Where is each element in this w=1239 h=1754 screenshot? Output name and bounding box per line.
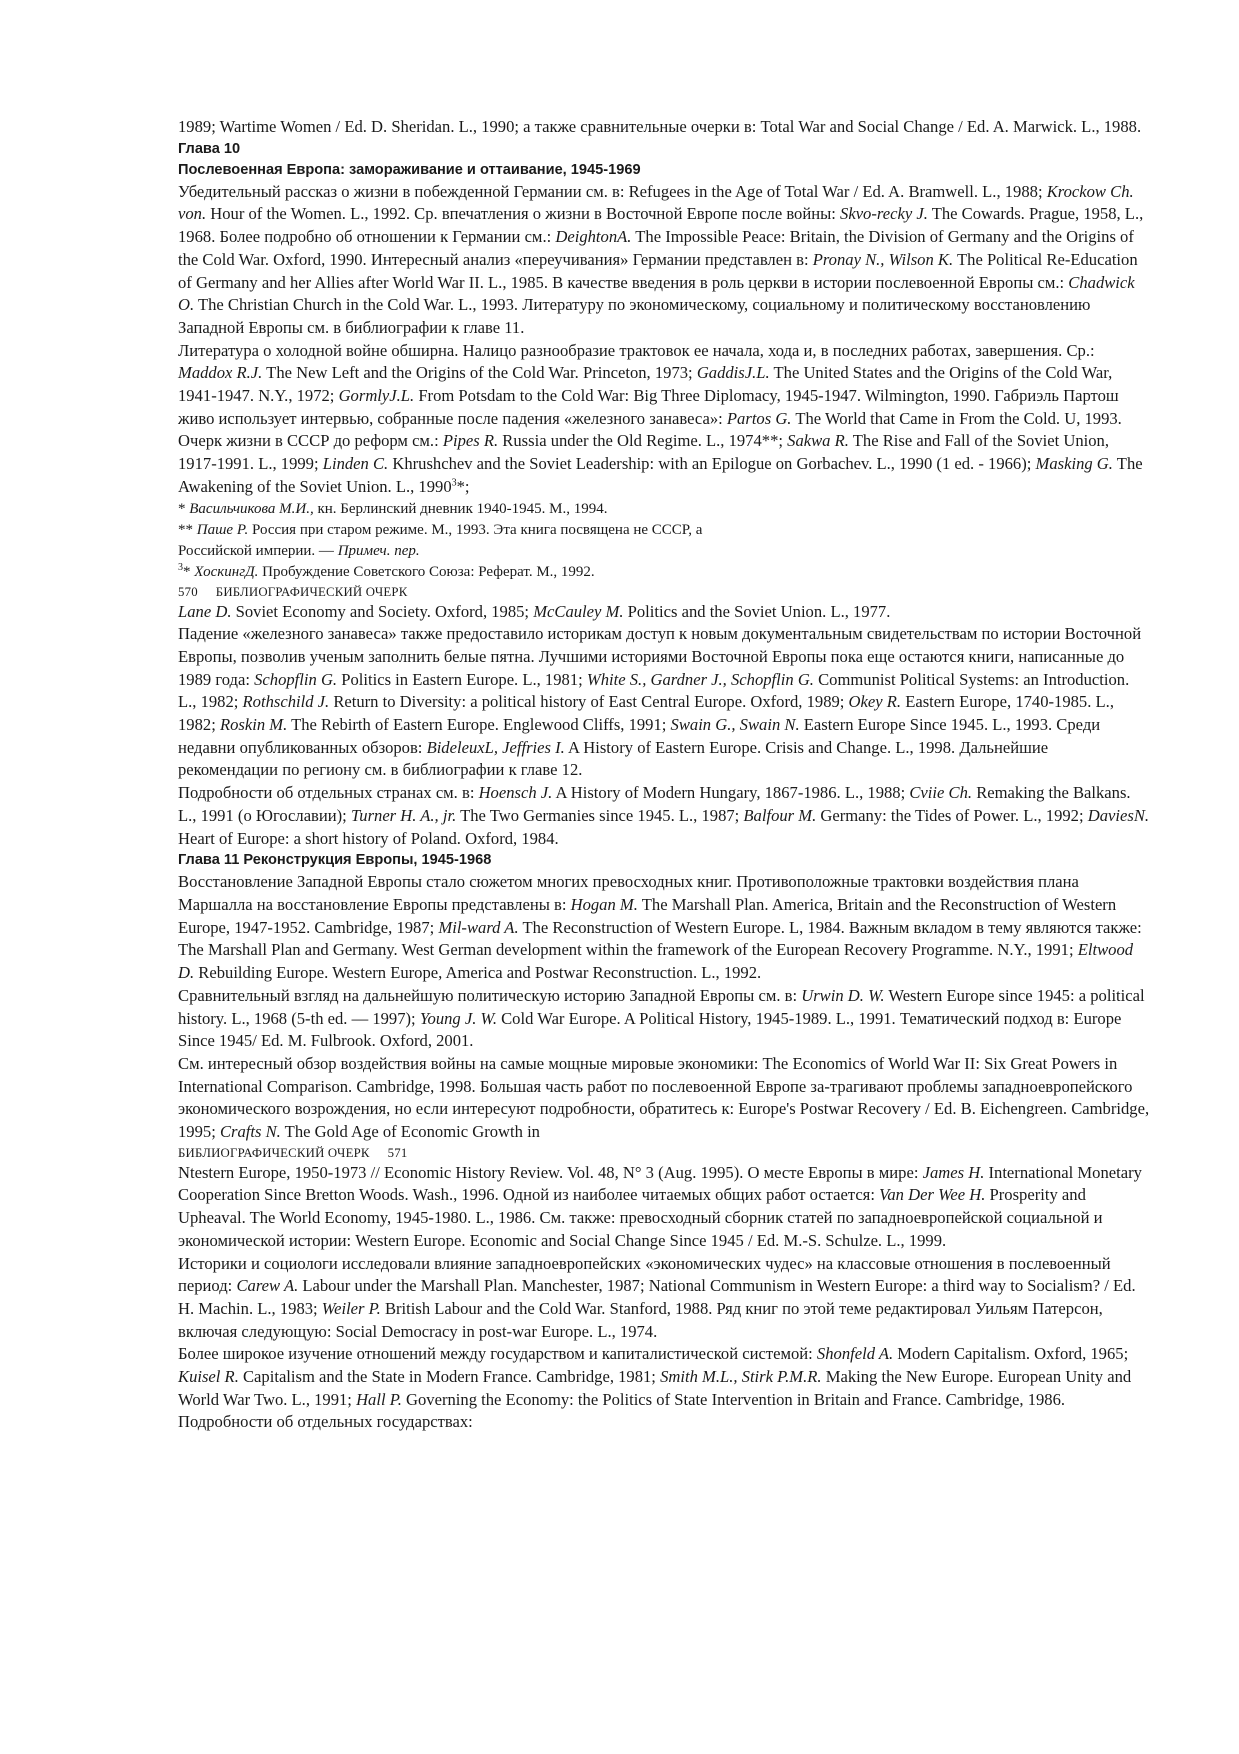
- text-run: *;: [456, 476, 470, 496]
- text-run: The Two Germanies since 1945. L., 1987;: [456, 805, 744, 825]
- paragraph: [178, 1253, 1150, 1344]
- paragraph: [178, 782, 1150, 850]
- author-name: Hoensch J.: [478, 783, 553, 803]
- author-name: Carew A.: [236, 1276, 299, 1296]
- paragraph: [178, 871, 1150, 985]
- text-run: The Rise and Fall of the Soviet Union, 1917-1991. L., 1999;: [178, 431, 1110, 474]
- text-run: The Rebirth of Eastern Europe. Englewood Cliffs, 1991;: [287, 715, 671, 735]
- author-name: McCauley M.: [533, 601, 624, 621]
- text-run: Politics in Eastern Europe. L., 1981;: [337, 669, 587, 689]
- author-name: Shonfeld A.: [816, 1344, 894, 1364]
- superscript: 3: [178, 561, 183, 573]
- paragraph: [178, 1053, 1150, 1144]
- author-name: Cviie Ch.: [909, 783, 973, 803]
- author-name: GormlyJ.L.: [338, 386, 415, 406]
- text-run: Россия при старом режиме. М., 1993. Эта книга посвящена не СССР, а: [248, 521, 703, 538]
- running-header-label: БИБЛИОГРАФИЧЕСКИЙ ОЧЕРК: [215, 584, 408, 599]
- text-run: См. интересный обзор воздействия войны на самые мощные мировые экономики: The Economics of World War II: Six Great Powers in International Comparison. Cambridge, 1998. Большая часть работ по послевоенной Европе за-трагивают проблемы западноевропейского экономического возрождения, но если интересуют подробности, обратитесь к: Europe's Postwar Recovery / Ed. B. Eichengreen. Cambridge, 1995;: [178, 1053, 1150, 1142]
- running-header-label: БИБЛИОГРАФИЧЕСКИЙ ОЧЕРК: [178, 1145, 370, 1160]
- author-name: DaviesN.: [1087, 805, 1150, 825]
- text-run: Более широкое изучение отношений между государством и капиталистической системой:: [178, 1344, 817, 1364]
- text-run: Пробуждение Советского Союза: Реферат. М., 1992.: [258, 563, 595, 580]
- text-run: Remaking the Balkans. L., 1991 (о Югославии);: [178, 783, 1131, 825]
- paragraph: [178, 1162, 1150, 1253]
- paragraph: [178, 601, 1150, 624]
- author-name: Eltwood D.: [178, 940, 1134, 983]
- text-run: Return to Diversity: a political history of East Central Europe. Oxford, 1989;: [329, 692, 849, 712]
- text-run: Cold War Europe. A Political History, 1945-1989. L., 1991. Тематический подход в: Europe Since 1945/ Ed. M. Fulbrook. Oxford, 2001.: [178, 1008, 1122, 1051]
- text-run: Making the New Europe. European Unity and World War Two. L., 1991;: [178, 1367, 1132, 1409]
- author-name: Schopflin G.: [254, 669, 338, 689]
- author-name: Crafts N.: [219, 1122, 281, 1142]
- text-run: Сравнительный взгляд на дальнейшую политическую историю Западной Европы см. в:: [178, 985, 802, 1005]
- text-run: A History of Eastern Europe. Crisis and Change. L., 1998. Дальнейшие рекомендации по региону см. в библиографии к главе 12.: [178, 737, 1049, 780]
- section-heading: [178, 850, 1150, 871]
- text-run: Communist Political Systems: an Introduction. L., 1982;: [178, 669, 1130, 712]
- text-run: The Gold Age of Economic Growth in: [280, 1122, 540, 1142]
- text-run: Germany: the Tides of Power. L., 1992;: [816, 805, 1088, 825]
- author-name: Kuisel R.: [178, 1367, 239, 1387]
- text-run: Russia under the Old Regime. L., 1974**;: [498, 431, 788, 451]
- footnote: [178, 562, 1150, 583]
- text-run: Российской империи. —: [178, 542, 338, 559]
- text-run: Khrushchev and the Soviet Leadership: with an Epilogue on Gorbachev. L., 1990 (1 ed. - 1966);: [388, 454, 1036, 474]
- author-name: Примеч. пер.: [337, 542, 420, 559]
- text-run: *: [178, 500, 190, 517]
- author-name: Smith M.L., Stirk P.M.R.: [660, 1367, 822, 1387]
- text-run: International Monetary Cooperation Since Bretton Woods. Wash., 1996. Одной из наиболее читаемых общих работ остается:: [178, 1162, 1142, 1205]
- author-name: Lane D.: [178, 601, 232, 621]
- author-name: Chadwick O.: [178, 272, 1135, 315]
- text-run: Падение «железного занавеса» также предоставило историкам доступ к новым документальным свидетельствам по истории Восточной Европы, позволив ученым заполнить белые пятна. Лучшими историями Восточной Европы пока еще остаются книги, написанные до 1989 года:: [178, 624, 1142, 689]
- text-run: Историки и социологи исследовали влияние западноевропейских «экономических чудес» на классовые отношения в послевоенный период:: [178, 1253, 1111, 1296]
- text-run: Подробности об отдельных странах см. в:: [178, 783, 479, 803]
- text-run: **: [178, 521, 197, 538]
- author-name: Okey R.: [848, 692, 902, 712]
- author-name: ХоскингД.: [194, 563, 259, 580]
- author-name: Weiler P.: [321, 1298, 381, 1318]
- text-run: The Reconstruction of Western Europe. L, 1984. Важным вкладом в тему являются также: The Marshall Plan and Germany. West German development within the framework of the European Recovery Programme. N.Y., 1991;: [178, 917, 1142, 960]
- text-run: Очерк жизни в СССР до реформ см.:: [178, 431, 443, 451]
- running-header: [178, 1144, 1150, 1162]
- section-heading: [178, 139, 1150, 160]
- author-name: Maddox R.J.: [178, 363, 263, 383]
- text-run: The New Left and the Origins of the Cold War. Princeton, 1973;: [262, 363, 697, 383]
- author-name: Sakwa R.: [787, 431, 849, 451]
- text-run: кн. Берлинский дневник 1940-1945. М., 1994.: [313, 500, 608, 517]
- footnote: [178, 541, 1150, 562]
- footnote: [178, 520, 1150, 541]
- text-run: Prosperity and Upheaval. The World Economy, 1945-1980. L., 1986. См. также: превосходный сборник статей по западноевропейской социальной и экономической истории: Western Europe. Economic and Social Change Since 1945 / Ed. M.-S. Schulze. L., 1999.: [178, 1185, 1103, 1250]
- text-run: The Awakening of the Soviet Union. L., 1990: [178, 454, 1143, 496]
- running-header: [178, 583, 1150, 601]
- page-number: 570: [178, 584, 198, 599]
- text-run: Heart of Europe: a short history of Poland. Oxford, 1984.: [178, 828, 559, 848]
- text-run: Soviet Economy and Society. Oxford, 1985;: [231, 601, 534, 621]
- footnote: [178, 499, 1150, 520]
- paragraph: [178, 116, 1150, 139]
- author-name: Васильчикова М.И.,: [189, 500, 314, 517]
- text-run: A History of Modern Hungary, 1867-1986. L., 1988;: [552, 783, 910, 803]
- author-name: Van Der Wee H.: [879, 1185, 986, 1205]
- text-run: The United States and the Origins of the Cold War, 1941-1947. N.Y., 1972;: [178, 363, 1113, 406]
- author-name: Rothschild J.: [242, 692, 330, 712]
- author-name: DeightonA.: [555, 227, 632, 247]
- author-name: Urwin D. W.: [801, 985, 885, 1005]
- paragraph: [178, 1343, 1150, 1434]
- author-name: Masking G.: [1035, 454, 1113, 474]
- text-run: The Christian Church in the Cold War. L., 1993. Литературу по экономическому, социальному и политическому восстановлению Западной Европы см. в библиографии к главе 11.: [178, 295, 1091, 337]
- author-name: GaddisJ.L.: [696, 363, 770, 383]
- paragraph: [178, 340, 1150, 431]
- author-name: Balfour M.: [743, 805, 817, 825]
- text-run: The Marshall Plan. America, Britain and the Reconstruction of Western Europe, 1947-1952. Cambridge, 1987;: [178, 894, 1117, 937]
- text-run: Послевоенная Европа: замораживание и оттаивание, 1945-1969: [178, 161, 641, 178]
- author-name: Skvo-recky J.: [840, 204, 928, 224]
- paragraph: [178, 623, 1150, 782]
- text-run: 1989; Wartime Women / Ed. D. Sheridan. L., 1990; а также сравнительные очерки в: Total War and Social Change / Ed. A. Marwick. L., 1988.: [178, 117, 1142, 136]
- text-run: The World that Came in From the Cold. U, 1993.: [791, 408, 1122, 428]
- author-name: Turner H. A., jr.: [350, 805, 457, 825]
- text-run: Hour of the Women. L., 1992. Ср. впечатления о жизни в Восточной Европе после войны:: [206, 204, 841, 224]
- text-run: Литература о холодной войне обширна. Налицо разнообразие трактовок ее начала, хода и, в последних работах, завершения. Ср.:: [178, 340, 1095, 360]
- author-name: Partos G.: [726, 408, 792, 428]
- paragraph: [178, 181, 1150, 340]
- author-name: Mil-ward A.: [438, 917, 519, 937]
- text-run: Глава 11 Реконструкция Европы, 1945-1968: [178, 852, 492, 869]
- text-run: Politics and the Soviet Union. L., 1977.: [623, 601, 891, 621]
- author-name: BideleuxL, Jeffries I.: [426, 737, 565, 757]
- text-run: The Impossible Peace: Britain, the Division of Germany and the Origins of the Cold War. Oxford, 1990. Интересный анализ «переучивания» Германии представлен в:: [178, 227, 1134, 269]
- paragraph: [178, 430, 1150, 498]
- document-page: [178, 116, 1150, 1434]
- paragraph: [178, 985, 1150, 1053]
- text-run: Western Europe since 1945: a political history. L., 1968 (5-th ed. — 1997);: [178, 985, 1145, 1028]
- text-run: From Potsdam to the Cold War: Big Three Diplomacy, 1945-1947. Wilmington, 1990. Габриэль Партош живо использует интервью, собранные после падения «железного занавеса»:: [178, 386, 1119, 428]
- author-name: Roskin M.: [219, 715, 288, 735]
- superscript: 3: [451, 477, 457, 489]
- author-name: Krockow Ch. von.: [178, 181, 1134, 224]
- text-run: Governing the Economy: the Politics of State Intervention in Britain and France. Cambridge, 1986. Подробности об отдельных государствах:: [178, 1389, 1066, 1432]
- author-name: Swain G., Swain N.: [670, 715, 800, 735]
- text-run: Ntestern Europe, 1950-1973 // Economic History Review. Vol. 48, N° 3 (Aug. 1995). О месте Европы в мире:: [178, 1162, 923, 1182]
- text-run: Rebuilding Europe. Western Europe, America and Postwar Reconstruction. L., 1992.: [194, 963, 762, 983]
- author-name: Hogan M.: [570, 894, 638, 914]
- text-run: Глава 10: [178, 140, 241, 157]
- author-name: James H.: [922, 1162, 985, 1182]
- section-heading: [178, 160, 1150, 181]
- text-run: *: [183, 563, 195, 580]
- text-run: Убедительный рассказ о жизни в побежденной Германии см. в: Refugees in the Age of Total War / Ed. A. Bramwell. L., 1988;: [178, 181, 1047, 201]
- text-run: British Labour and the Cold War. Stanford, 1988. Ряд книг по этой теме редактировал Уильям Патерсон, включая следующую: Social Democracy in post-war Europe. L., 1974.: [178, 1298, 1103, 1341]
- text-run: Eastern Europe Since 1945. L., 1993. Среди недавни опубликованных обзоров:: [178, 715, 1101, 757]
- text-run: Labour under the Marshall Plan. Manchester, 1987; National Communism in Western Europe: a third way to Socialism? / Ed. H. Machin. L., 1983;: [178, 1276, 1136, 1318]
- author-name: Young J. W.: [419, 1008, 497, 1028]
- author-name: Pipes R.: [442, 431, 499, 451]
- page-number: 571: [387, 1145, 408, 1160]
- text-run: Modern Capitalism. Oxford, 1965;: [893, 1344, 1129, 1364]
- text-run: Восстановление Западной Европы стало сюжетом многих превосходных книг. Противоположные трактовки воздействия плана Маршалла на восстановление Европы представлены в:: [178, 872, 1079, 914]
- author-name: White S., Gardner J., Schopflin G.: [586, 669, 814, 689]
- text-run: The Cowards. Prague, 1958, L., 1968. Более подробно об отношении к Германии см.:: [178, 204, 1144, 247]
- author-name: Паше Р.: [196, 521, 249, 538]
- author-name: Hall P.: [356, 1389, 402, 1409]
- author-name: Linden C.: [322, 454, 389, 474]
- text-run: Eastern Europe, 1740-1985. L., 1982;: [178, 692, 1114, 735]
- text-run: Capitalism and the State in Modern France. Cambridge, 1981;: [238, 1367, 661, 1387]
- author-name: Pronay N., Wilson K.: [812, 249, 954, 269]
- text-run: The Political Re-Education of Germany and her Allies after World War II. L., 1985. В качестве введения в роль церкви в истории послевоенной Европы см.:: [178, 249, 1138, 292]
